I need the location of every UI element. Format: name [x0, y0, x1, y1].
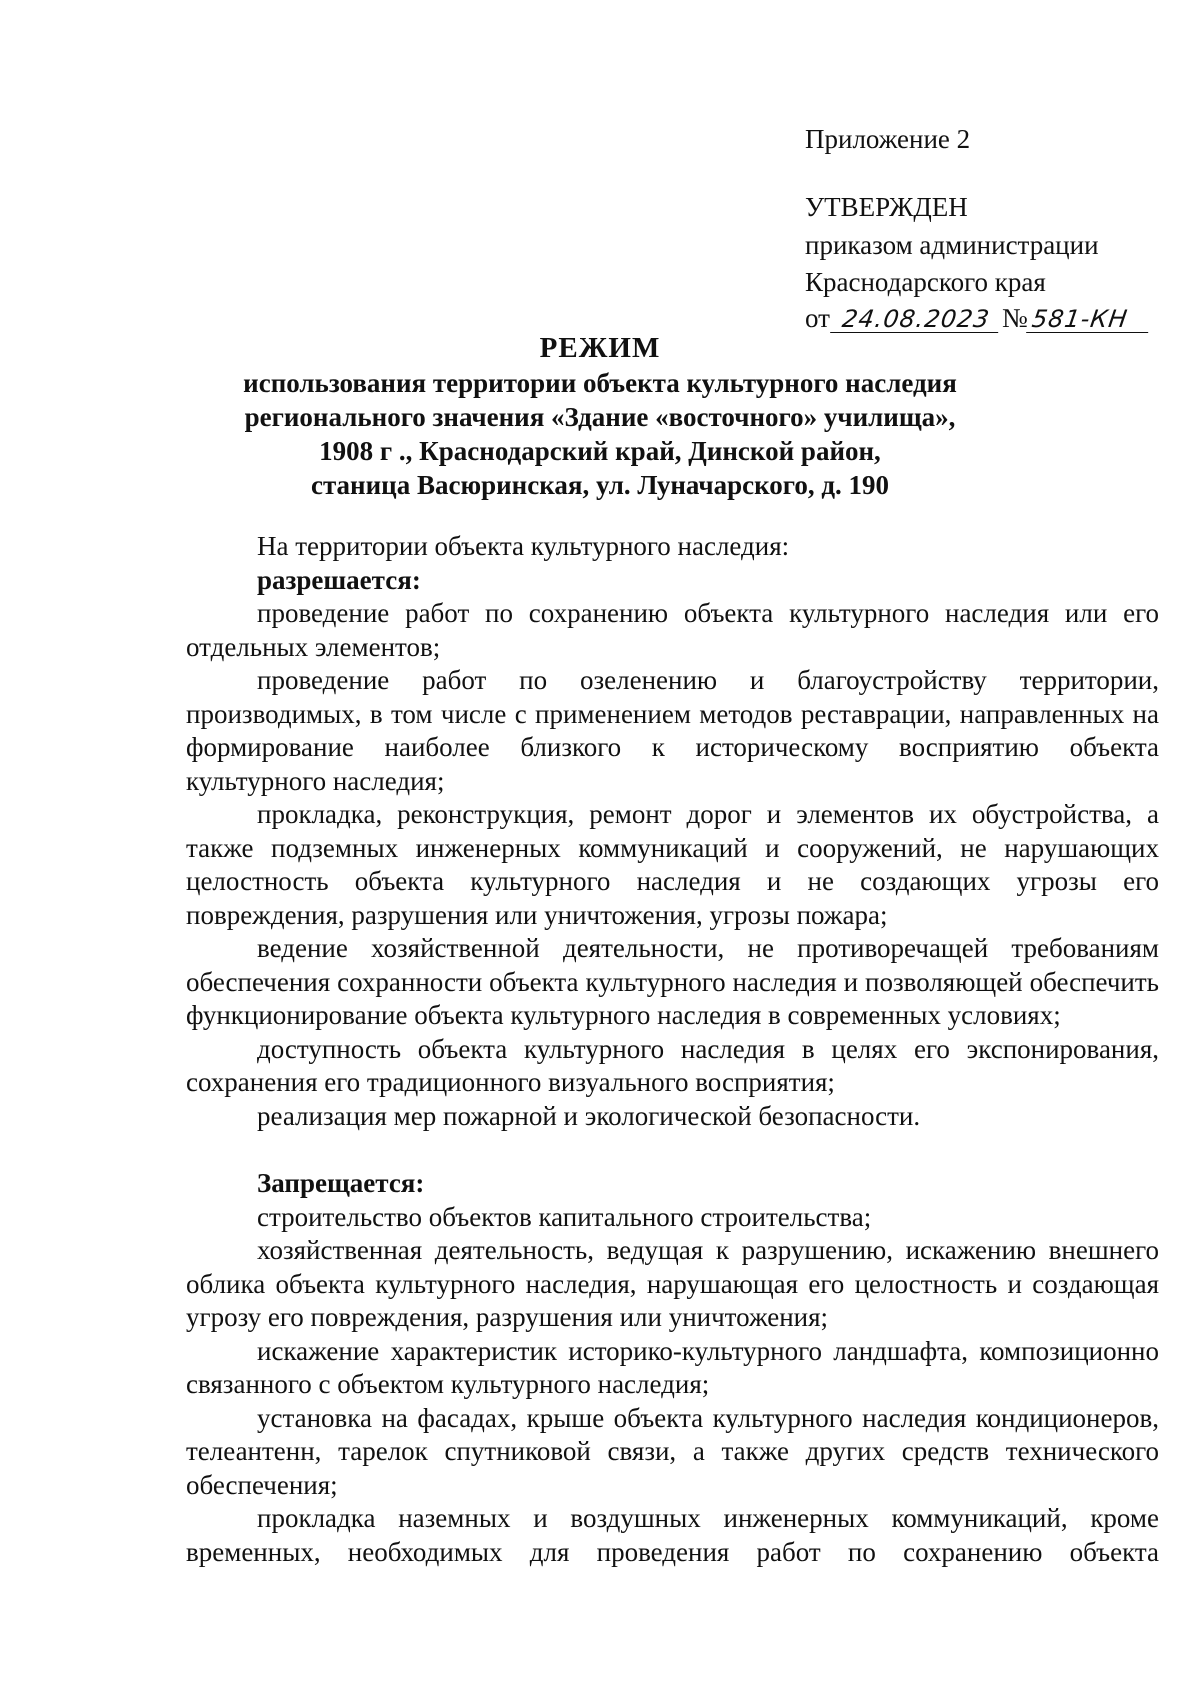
forbidden-item: установка на фасадах, крыше объекта культурного наследия кондиционеров, телеантенн, тарелок спутниковой связи, а также других средств технического обеспечения;: [186, 1402, 1159, 1500]
subtitle-line: станица Васюринская, ул. Луначарского, д. 190: [310, 470, 890, 500]
handwritten-number: 581-КН: [1026, 306, 1152, 333]
approval-line-1: приказом администрации: [805, 230, 1099, 260]
forbidden-item: хозяйственная деятельность, ведущая к разрушению, искажению внешнего облика объекта культурного наследия, нарушающая его целостность и создающая угрозу его повреждения, разрушения или уничтожения;: [186, 1235, 1159, 1332]
forbidden-heading: Запрещается:: [257, 1168, 425, 1198]
section-spacer: [186, 1133, 1159, 1167]
number-label: №: [1001, 303, 1028, 333]
allowed-item: проведение работ по сохранению объекта культурного наследия или его отдельных элементов;: [186, 598, 1159, 662]
allowed-item: реализация мер пожарной и экологической безопасности.: [257, 1100, 921, 1131]
document-title-block: [0, 330, 1200, 502]
from-label: от: [805, 303, 830, 333]
forbidden-item: искажение характеристик историко-культурного ландшафта, композиционно связанного с объектом культурного наследия;: [186, 1335, 1159, 1399]
allowed-item: прокладка, реконструкция, ремонт дорог и элементов их обустройства, а также подземных инженерных коммуникаций и сооружений, не нарушающих целостность объекта культурного наследия и не создающих угрозы его повреждения, разрушения или уничтожения, угрозы пожара;: [186, 799, 1159, 930]
appendix-label: Приложение 2: [805, 124, 971, 154]
allowed-heading: разрешается:: [257, 564, 421, 595]
approval-line-2: Краснодарского края: [805, 267, 1046, 297]
document-title: РЕЖИМ: [539, 332, 661, 364]
subtitle-line: 1908 г ., Краснодарский край, Динской район,: [319, 436, 881, 466]
intro-paragraph: На территории объекта культурного наследия:: [257, 531, 790, 561]
subtitle-line: использования территории объекта культурного наследия: [243, 368, 957, 398]
allowed-item: ведение хозяйственной деятельности, не противоречащей требованиям обеспечения сохранности объекта культурного наследия и позволяющей обеспечить функционирование объекта культурного наследия в современных условиях;: [186, 933, 1159, 1030]
forbidden-item: прокладка наземных и воздушных инженерных коммуникаций, кроме временных, необходимых для проведения работ по сохранению объекта: [186, 1503, 1159, 1567]
document-body: [186, 530, 1159, 1569]
allowed-item: проведение работ по озеленению и благоустройству территории, производимых, в том числе с применением методов реставрации, направленных на формирование наиболее близкого к историческому восприятию объекта культурного наследия;: [186, 665, 1159, 796]
forbidden-item: строительство объектов капитального строительства;: [257, 1201, 872, 1232]
handwritten-date: 24.08.2023: [830, 306, 1002, 333]
allowed-item: доступность объекта культурного наследия в целях его экспонирования, сохранения его традиционного визуального восприятия;: [186, 1033, 1159, 1097]
subtitle-line: регионального значения «Здание «восточного» училища»,: [244, 402, 956, 432]
approved-stamp-text: УТВЕРЖДЕН: [805, 192, 968, 222]
